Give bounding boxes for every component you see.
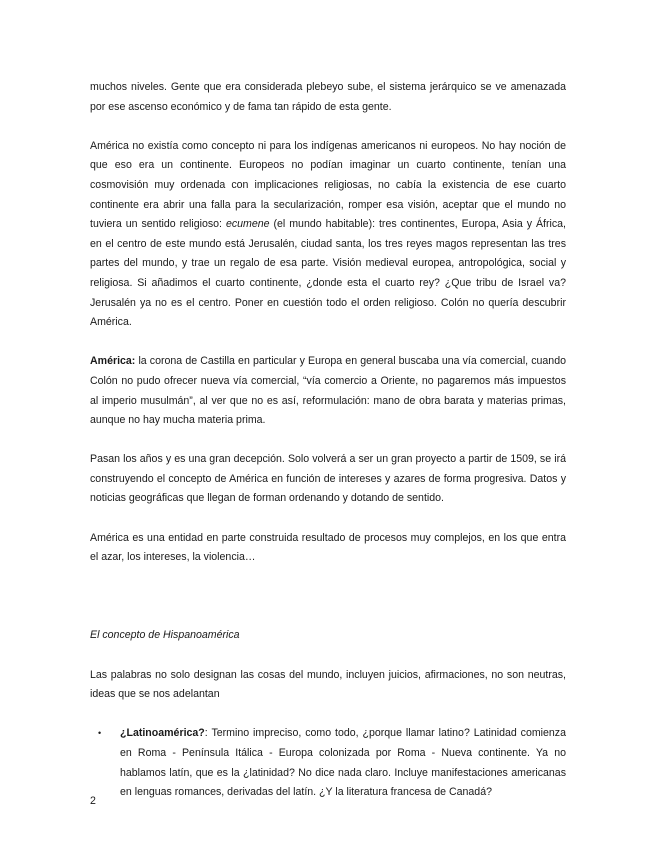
paragraph-text: muchos niveles. Gente que era considerada plebeyo sube, el sistema jerárquico se ve amenazada por ese ascenso económico y de fama tan rápido de esta gente.: [90, 81, 566, 113]
paragraph-america-trade: [90, 352, 566, 430]
bullet-list: [90, 724, 566, 802]
bullet-dot-icon: •: [98, 728, 102, 739]
page-number: 2: [90, 795, 96, 807]
list-item: [98, 724, 566, 802]
paragraph-continuation: [90, 78, 566, 117]
paragraph-america-concept: [90, 137, 566, 333]
section-spacer: [90, 587, 566, 626]
paragraph-text: Las palabras no solo designan las cosas del mundo, incluyen juicios, afirmaciones, no son neutras, ideas que se nos adelantan: [90, 668, 566, 701]
list-item-text: : Termino impreciso, como todo, ¿porque llamar latino? Latinidad comienza en Roma - Península Itálica - Europa colonizada por Roma - Nueva continente. Ya no hablamos latín, que es la ¿latinidad? No dice nada claro. Incluye manifestaciones americanas en lenguas romances, derivadas del latín. ¿Y la literatura francesa de Canadá?: [120, 727, 566, 799]
paragraph-text: Pasan los años y es una gran decepción. Solo volverá a ser un gran proyecto a partir de 1509, se irá construyendo el concepto de América en función de intereses y azares de forma progresiva. Datos y noticias geográficas que llegan de forman ordenando y dotando de sentido.: [90, 453, 566, 505]
paragraph-lead-term: América:: [90, 355, 136, 368]
section-title: El concepto de Hispanoamérica: [90, 629, 240, 642]
paragraph-decepcion: [90, 450, 566, 509]
paragraph-text: América es una entidad en parte construida resultado de procesos muy complejos, en los que entra el azar, los intereses, la violencia…: [90, 531, 566, 564]
ecumene-term: ecumene: [225, 218, 270, 231]
section-intro: [90, 666, 566, 705]
page-content: [90, 78, 566, 803]
paragraph-entidad: [90, 529, 566, 568]
paragraph-text: (el mundo habitable): tres continentes, Europa, Asia y África, en el centro de este mundo está Jerusalén, ciudad santa, los tres reyes magos representan las tres partes del mundo, y trae un regalo de esa parte. Visión medieval europea, antropológica, social y religiosa. Si añadimos el cuarto continente, ¿donde esta el cuarto rey? ¿Que tribu de Israel va? Jerusalén ya no es el centro. Poner en cuestión todo el orden religioso. Colón no quería descubrir América.: [90, 218, 566, 329]
paragraph-text: América no existía como concepto ni para los indígenas americanos ni europeos. No hay noción de que eso era un continente. Europeos no podían imaginar un cuarto continente, tenían una cosmovisión muy ordenada con implicaciones religiosas, no cabía la existencia de ese cuarto continente era abrir una falla para la secularización, romper esa visión, aceptar que el mundo no tuviera un sentido religioso:: [90, 139, 566, 231]
list-item-term: ¿Latinoamérica?: [120, 727, 205, 740]
paragraph-text: la corona de Castilla en particular y Europa en general buscaba una vía comercial, cuando Colón no pudo ofrecer nueva vía comercial, “vía comercio a Oriente, no pagaremos más impuestos al imperio musulmán”, al ver que no es así, reformulación: mano de obra barata y materias primas, aunque no hay mucha materia prima.: [90, 355, 566, 427]
